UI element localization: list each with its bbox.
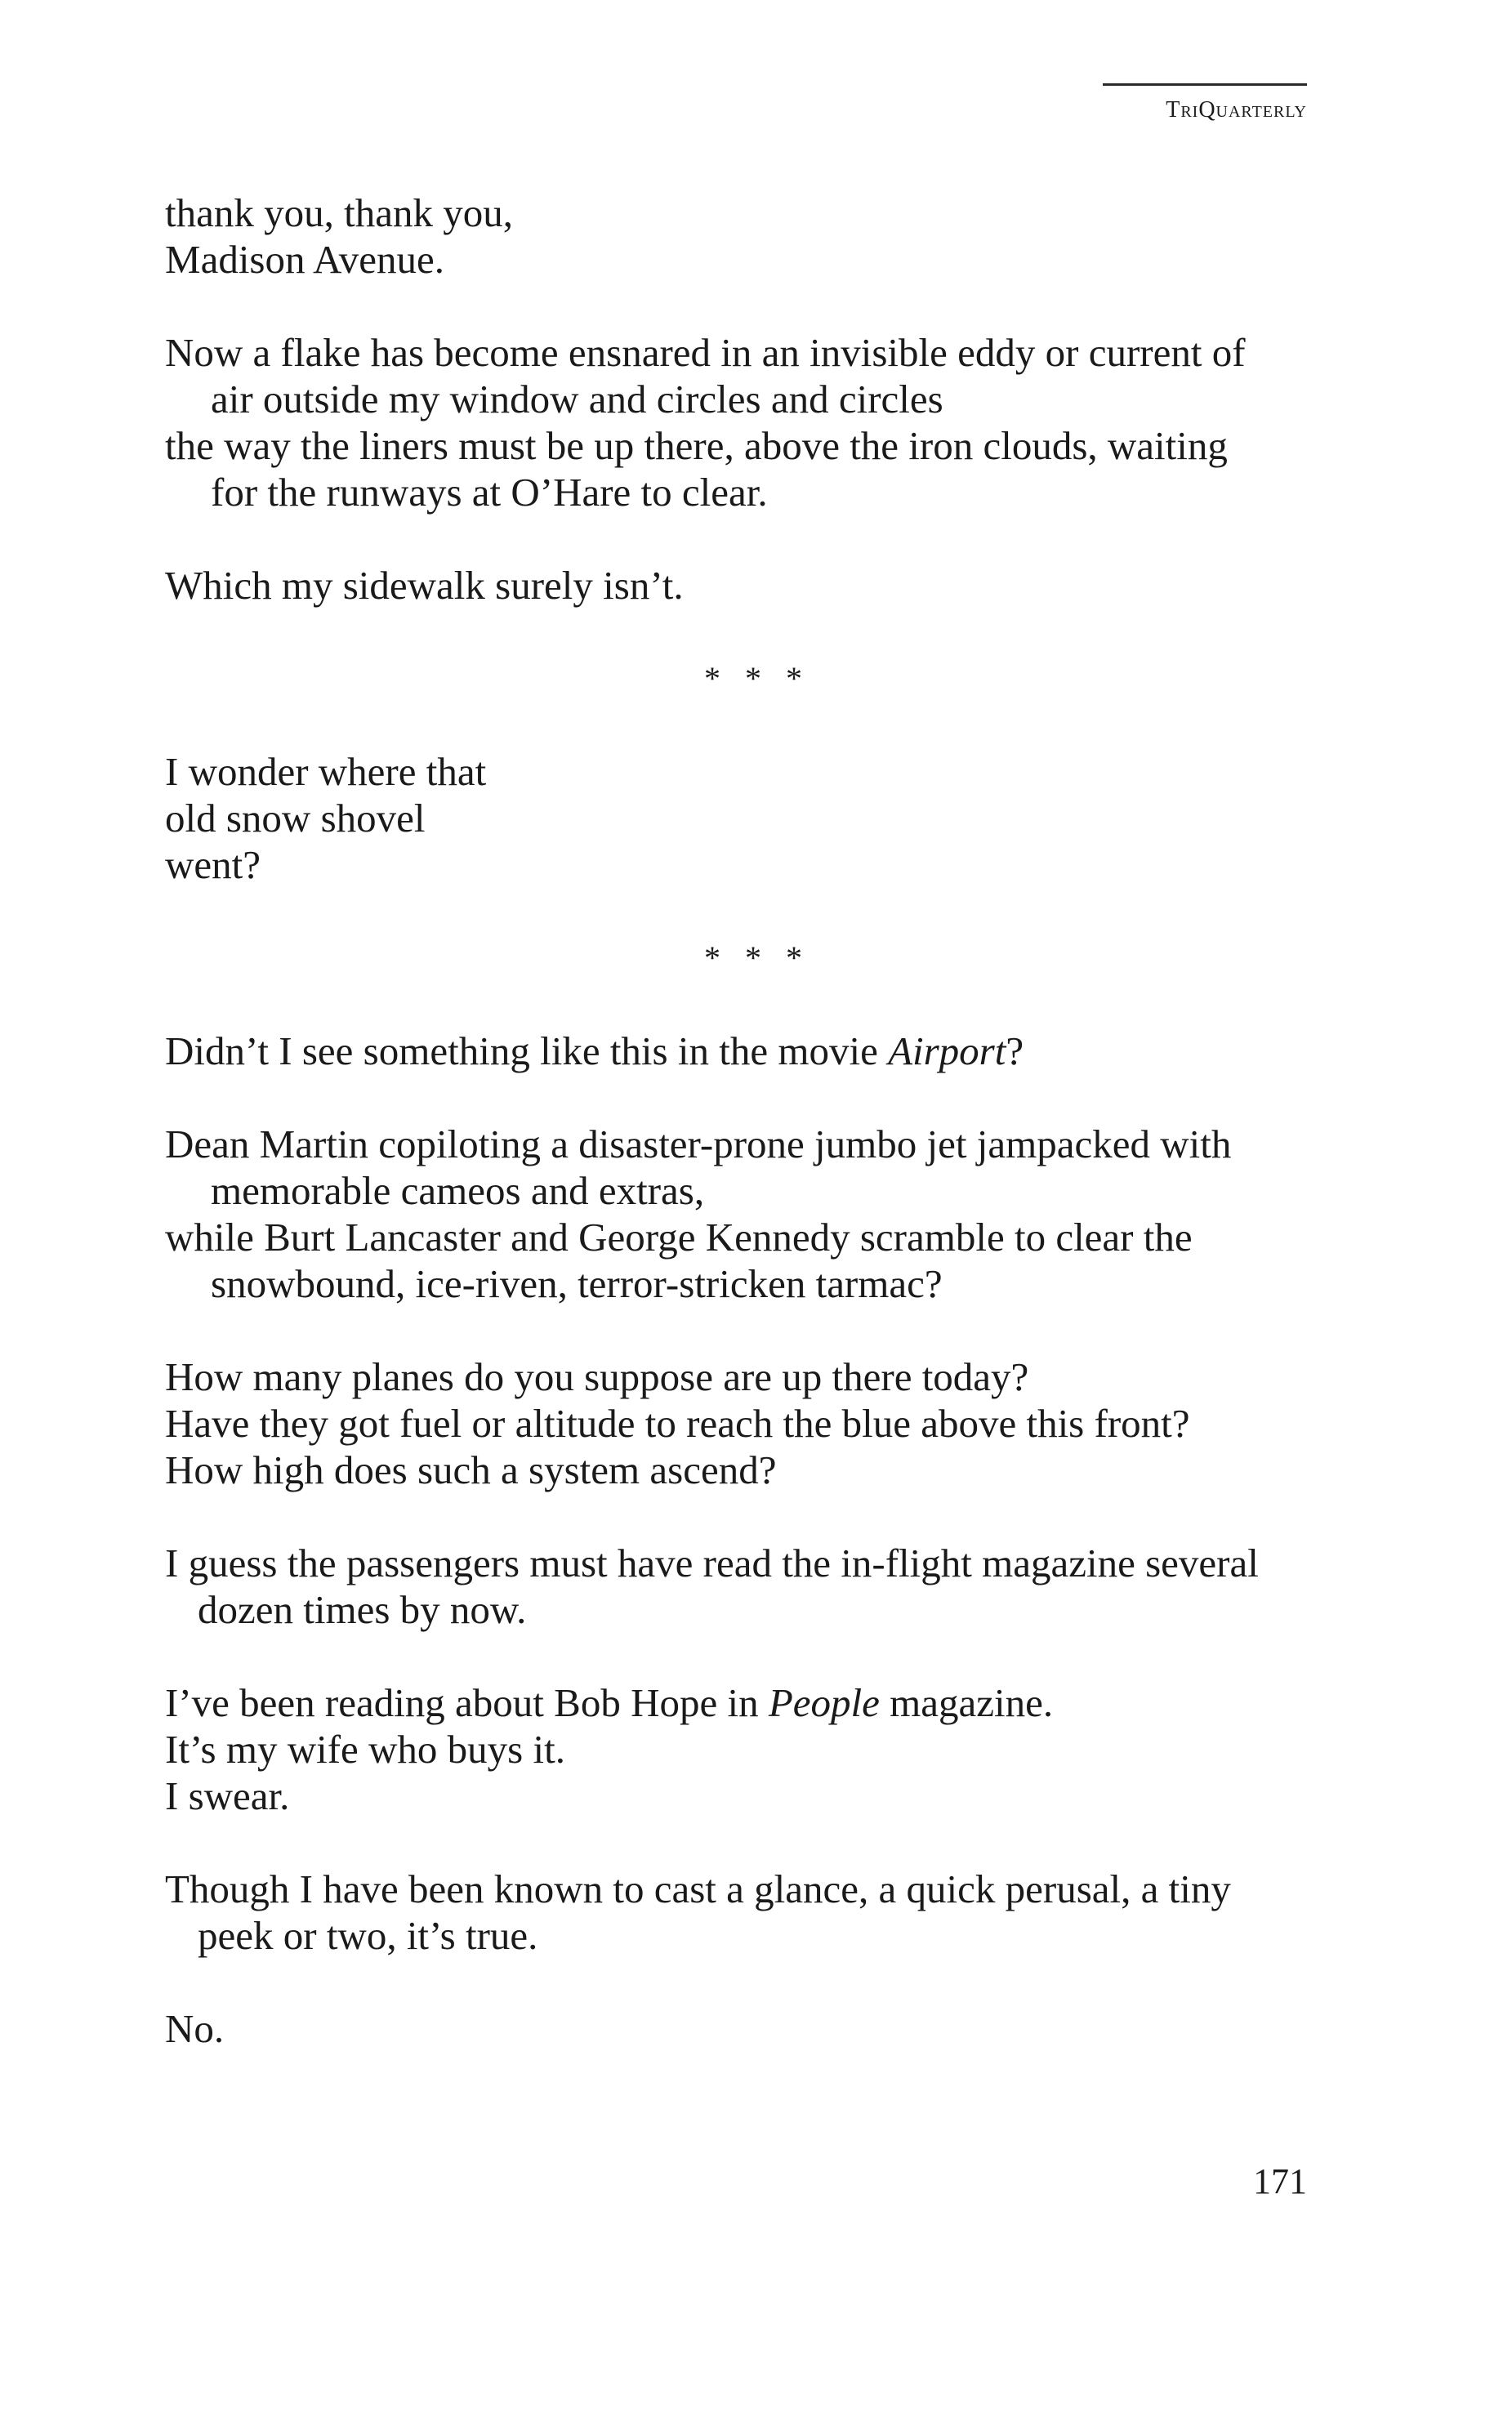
poem-line: It’s my wife who buys it.	[165, 1727, 565, 1772]
line-text: I’ve been reading about Bob Hope in	[165, 1680, 769, 1725]
poem-line: Dean Martin copiloting a disaster-prone jumbo jet jampacked with	[165, 1122, 1232, 1166]
poem-line: old snow shovel	[165, 796, 426, 841]
poem-line: went?	[165, 842, 261, 887]
poem-line: air outside my window and circles and circles	[211, 377, 943, 421]
poem-line: How many planes do you suppose are up there today?	[165, 1354, 1029, 1399]
poem-line	[165, 1028, 1333, 1074]
magazine-title: People	[768, 1680, 880, 1725]
poem-line: while Burt Lancaster and George Kennedy scramble to clear the	[165, 1215, 1193, 1260]
stanza-bob-hope	[165, 1679, 1333, 1819]
stanza-snow-shovel	[165, 748, 1333, 888]
stanza-glance	[165, 1866, 1333, 1959]
poem-line: Though I have been known to cast a glance, a quick perusal, a tiny	[165, 1866, 1231, 1911]
line-text: magazine.	[879, 1680, 1054, 1725]
stanza-airport	[165, 1028, 1333, 1074]
stanza-no	[165, 2005, 1333, 2052]
poem-line: Now a flake has become ensnared in an invisible eddy or current of	[165, 330, 1246, 375]
stanza-passengers	[165, 1540, 1333, 1633]
poem-line: I wonder where that	[165, 749, 487, 794]
poem-line: dozen times by now.	[198, 1587, 527, 1632]
poem-line: peek or two, it’s true.	[198, 1913, 538, 1958]
stanza-dean-martin	[165, 1121, 1333, 1307]
stanza-how-many-planes	[165, 1353, 1333, 1493]
stanza-flake	[165, 329, 1333, 515]
poem-line: Which my sidewalk surely isn’t.	[165, 563, 684, 608]
poem-body	[165, 190, 1333, 2052]
poem-line: snowbound, ice-riven, terror-stricken tarmac?	[211, 1261, 943, 1306]
poem-line: How high does such a system ascend?	[165, 1447, 777, 1492]
line-text: ?	[1006, 1028, 1024, 1073]
poem-line: memorable cameos and extras,	[211, 1168, 705, 1213]
poem-line: for the runways at O’Hare to clear.	[211, 470, 768, 515]
poem-line: I guess the passengers must have read the in-flight magazine several	[165, 1541, 1259, 1585]
section-divider: * * *	[704, 939, 810, 976]
poem-line: Have they got fuel or altitude to reach the blue above this front?	[165, 1401, 1190, 1446]
poem-line	[165, 1679, 1333, 1726]
poem-line: No.	[165, 2006, 225, 2051]
section-divider: * * *	[704, 660, 810, 697]
movie-title: Airport	[888, 1028, 1006, 1073]
stanza-sidewalk	[165, 562, 1333, 609]
line-text: Didn’t I see something like this in the movie	[165, 1028, 889, 1073]
poem-line: thank you, thank you,	[165, 190, 513, 235]
poem-line: I swear.	[165, 1773, 290, 1818]
page-number: 171	[1253, 2161, 1307, 2201]
stanza-thank-you	[165, 190, 1333, 283]
poem-line: Madison Avenue.	[165, 237, 445, 282]
running-head: TriQuarterly	[1103, 83, 1307, 123]
poem-line: the way the liners must be up there, above the iron clouds, waiting	[165, 423, 1228, 468]
